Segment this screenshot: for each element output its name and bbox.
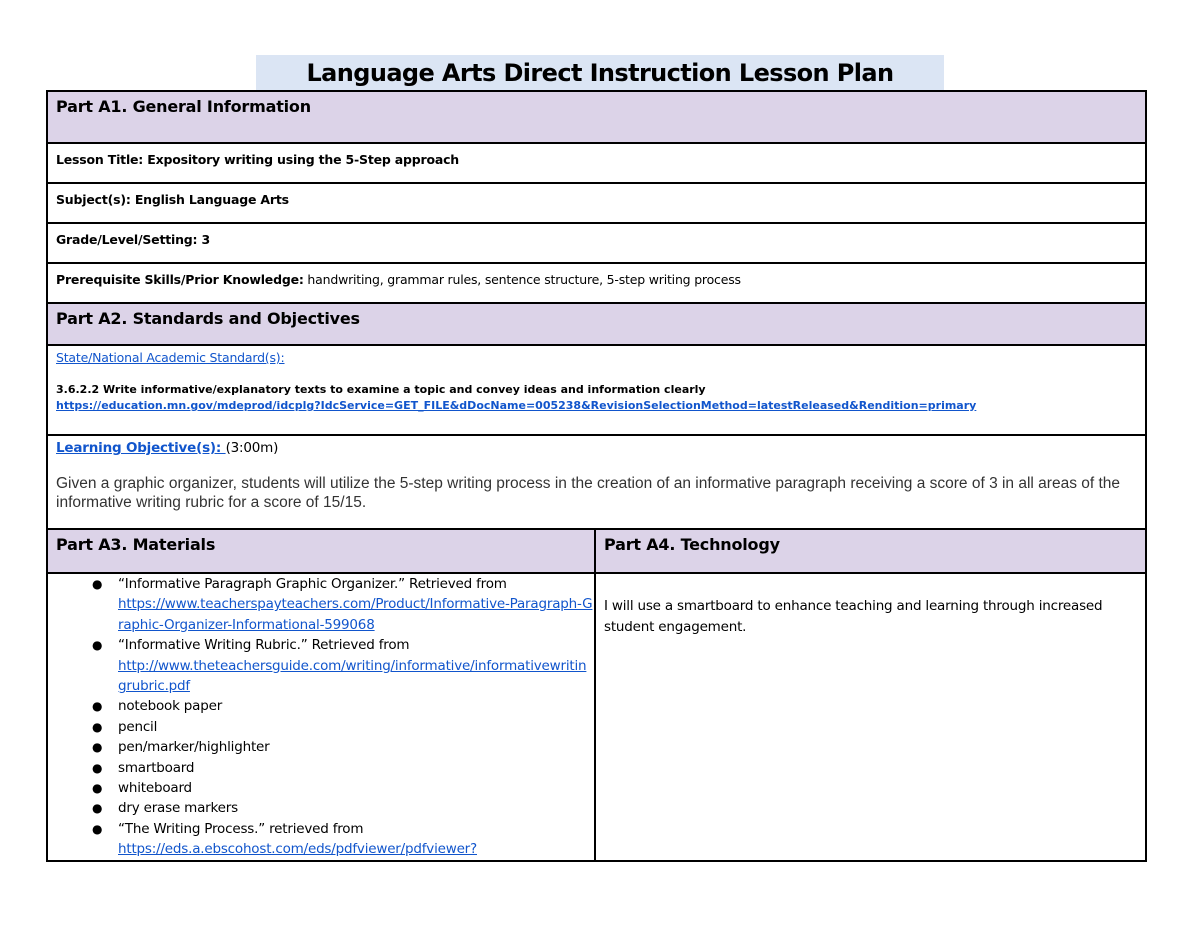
subjects: Subject(s): English Language Arts [56,192,289,207]
title-highlight [256,55,944,90]
standards-label-wrap [56,346,1145,366]
list-item [92,758,594,778]
technology-cell [595,573,1146,861]
bullet-icon: ● [92,577,103,591]
prereq-row [47,263,1146,303]
standards-row [47,345,1146,435]
materials-cell [47,573,595,861]
objective-label-link[interactable]: Learning Objective(s): [56,440,226,456]
list-item [92,798,594,818]
prereq-value: handwriting, grammar rules, sentence structure, 5-step writing process [303,272,741,287]
part-a2-header [47,303,1146,345]
lesson-plan-table [46,90,1147,862]
page-title: Language Arts Direct Instruction Lesson Plan [306,59,894,87]
list-item [92,717,594,737]
material-text: dry erase markers [118,800,238,817]
material-text: “Informative Paragraph Graphic Organizer.” Retrieved from [118,576,507,592]
part-a1-header [47,91,1146,143]
part-a1-heading: Part A1. General Information [56,97,311,116]
technology-text: I will use a smartboard to enhance teaching and learning through increased student engagement. [604,598,1103,635]
grade-level: Grade/Level/Setting: 3 [56,232,210,247]
part-a3-heading: Part A3. Materials [56,535,216,554]
standards-label-link[interactable]: State/National Academic Standard(s): [56,350,285,365]
list-item [92,819,594,860]
part-a4-header [595,529,1146,573]
lesson-title: Lesson Title: Expository writing using the 5-Step approach [56,152,459,167]
bullet-icon: ● [92,781,103,796]
material-text: notebook paper [118,698,223,715]
material-text: pen/marker/highlighter [118,739,270,756]
objective-time: (3:00m) [225,440,279,456]
bullet-icon: ● [92,638,103,653]
objective-row [47,435,1146,529]
subjects-row [47,183,1146,223]
material-text: smartboard [118,759,195,776]
objective-label-line [56,436,1145,456]
material-text: “The Writing Process.” retrieved from [118,820,364,837]
objective-text: Given a graphic organizer, students will utilize the 5-step writing process in the creation of an informative paragraph receiving a score of 3 in all areas of the informative writing rubric for a score of 15/15. [56,475,1121,511]
list-item [92,696,594,716]
standard-code: 3.6.2.2 Write informative/explanatory texts to examine a topic and convey ideas and information clearly [56,383,706,396]
material-link[interactable]: https://www.teacherspayteachers.com/Product/Informative-Paragraph-Graphic-Organizer-Informational-599068 [118,596,593,633]
material-text: “Informative Writing Rubric.” Retrieved from [118,637,410,654]
part-a3-header [47,529,595,573]
material-link[interactable]: http://www.theteachersguide.com/writing/informative/informativewritingrubric.pdf [118,657,587,695]
materials-list [56,574,594,860]
standard-url-wrap [56,398,1145,414]
part-a4-heading: Part A4. Technology [604,535,780,554]
bullet-icon: ● [92,699,103,714]
material-text: pencil [118,718,158,735]
prereq-label: Prerequisite Skills/Prior Knowledge: [56,272,304,287]
lesson-title-row [47,143,1146,183]
material-link[interactable]: https://eds.a.ebscohost.com/eds/pdfviewer/pdfviewer? [118,841,477,858]
list-item [92,737,594,757]
list-item [92,574,594,635]
list-item [92,778,594,798]
bullet-icon: ● [92,821,103,836]
bullet-icon: ● [92,740,103,755]
bullet-icon: ● [92,760,103,775]
standard-url-link[interactable]: https://education.mn.gov/mdeprod/idcplg?IdcService=GET_FILE&dDocName=005238&RevisionSelectionMethod=latestReleased&Rendition=primary [56,399,977,412]
grade-row [47,223,1146,263]
part-a2-heading: Part A2. Standards and Objectives [56,309,360,328]
prerequisites [56,264,1145,288]
bullet-icon: ● [92,719,103,734]
material-text: whiteboard [118,780,192,797]
list-item [92,635,594,696]
bullet-icon: ● [92,801,103,816]
